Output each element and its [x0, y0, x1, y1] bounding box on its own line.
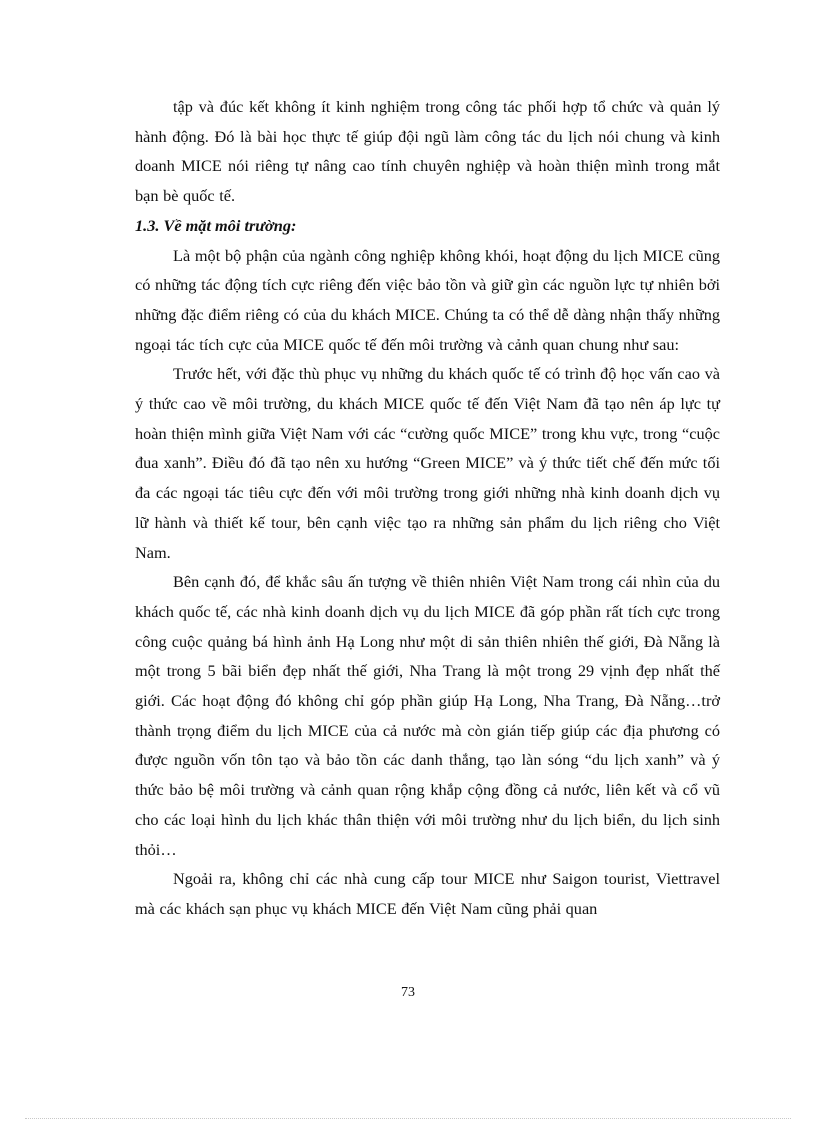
page-body	[135, 92, 720, 924]
footer-divider	[25, 1118, 791, 1119]
page-number: 73	[401, 985, 415, 1000]
paragraph-3: Trước hết, với đặc thù phục vụ những du khách quốc tế có trình độ học vấn cao và ý thức cao về môi trường, du khách MICE quốc tế đến Việt Nam đã tạo nên áp lực tự hoàn thiện mình giữa Việt Nam với các “cường quốc MICE” trong khu vực, trong “cuộc đua xanh”. Điều đó đã tạo nên xu hướng “Green MICE” và ý thức tiết chế đến mức tối đa các ngoại tác tiêu cực đến với môi trường trong giới những nhà kinh doanh dịch vụ lữ hành và thiết kế tour, bên cạnh việc tạo ra những sản phẩm du lịch riêng cho Việt Nam.	[135, 364, 720, 562]
paragraph-2: Là một bộ phận của ngành công nghiệp không khói, hoạt động du lịch MICE cũng có những tác động tích cực riêng đến việc bảo tồn và giữ gìn các nguồn lực tự nhiên bởi những đặc điểm riêng có của du khách MICE. Chúng ta có thể dễ dàng nhận thấy những ngoại tác tích cực của MICE quốc tế đến môi trường và cảnh quan chung như sau:	[135, 245, 720, 354]
paragraph-5: Ngoải ra, không chỉ các nhà cung cấp tour MICE như Saigon tourist, Viettravel mà các khách sạn phục vụ khách MICE đến Việt Nam cũng phải quan	[135, 869, 720, 918]
paragraph-4: Bên cạnh đó, để khắc sâu ấn tượng về thiên nhiên Việt Nam trong cái nhìn của du khách quốc tế, các nhà kinh doanh dịch vụ du lịch MICE đã góp phần rất tích cực trong công cuộc quảng bá hình ảnh Hạ Long như một di sản thiên nhiên thế giới, Đà Nẵng là một trong 5 bãi biển đẹp nhất thế giới, Nha Trang là một trong 29 vịnh đẹp nhất thế giới. Các hoạt động đó không chỉ góp phần giúp Hạ Long, Nha Trang, Đà Nẵng…trở thành trọng điểm du lịch MICE của cả nước mà còn gián tiếp giúp các địa phương có được nguồn vốn tôn tạo và bảo tồn các danh thắng, tạo làn sóng “du lịch xanh” và ý thức bảo bệ môi trường và cảnh quan rộng khắp cộng đồng cả nước, liên kết và cổ vũ cho các loại hình du lịch khác thân thiện với môi trường như du lịch biển, du lịch sinh thỏi…	[135, 572, 720, 859]
paragraph-1: tập và đúc kết không ít kinh nghiệm trong công tác phối hợp tổ chức và quản lý hành động. Đó là bài học thực tế giúp đội ngũ làm công tác du lịch nói chung và kinh doanh MICE nói riêng tự nâng cao tính chuyên nghiệp và hoàn thiện mình trong mắt bạn bè quốc tế.	[135, 97, 720, 206]
section-heading: 1.3. Về mặt môi trường:	[135, 215, 297, 235]
